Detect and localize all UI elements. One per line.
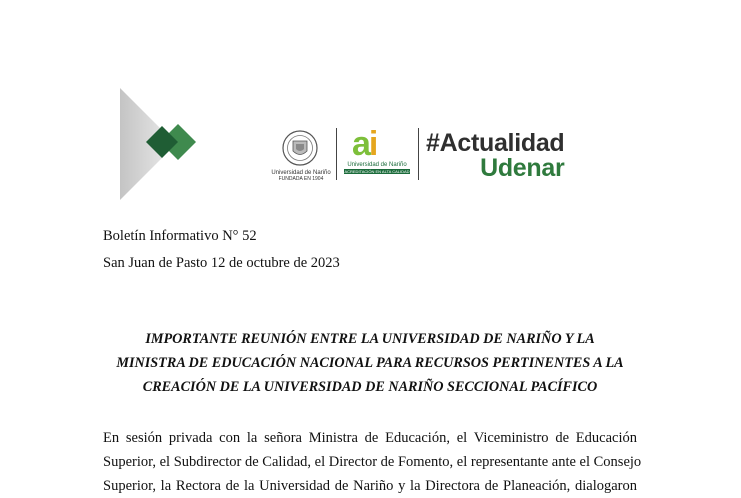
- bulletin-body: [103, 426, 642, 498]
- divider-1: [336, 128, 337, 180]
- ai-caption: [344, 162, 410, 174]
- bulletin-title: [103, 327, 637, 399]
- seal-caption: [268, 170, 334, 182]
- arrow-diamond-logo: [118, 88, 198, 203]
- brand-udenar: Udenar: [480, 154, 565, 182]
- university-seal-icon: [282, 130, 318, 166]
- header-graphic: [118, 88, 198, 203]
- body-line: En sesión privada con la señora Ministra de Educación, el Viceministro de Educación: [103, 430, 637, 446]
- title-line: MINISTRA DE EDUCACIÓN NACIONAL PARA RECURSOS PERTINENTES A LA: [116, 355, 624, 371]
- body-line: Superior, la Rectora de la Universidad de Nariño y la Directora de Planeación, dialogaron: [103, 478, 637, 494]
- title-line: CREACIÓN DE LA UNIVERSIDAD DE NARIÑO SECCIONAL PACÍFICO: [142, 379, 598, 395]
- ai-mark-i: i: [368, 125, 377, 163]
- body-line: Superior, el Subdirector de Calidad, el Director de Fomento, el representante ante el Consejo: [103, 454, 642, 470]
- divider-2: [418, 128, 419, 180]
- seal-caption-line2: FUNDADA EN 1904: [278, 176, 324, 182]
- ai-caption-band: ACREDITACIÓN EN ALTA CALIDAD: [344, 169, 410, 174]
- bulletin-number: Boletín Informativo N° 52: [103, 228, 257, 244]
- ai-caption-university: Universidad de Nariño: [347, 162, 407, 168]
- ai-mark: [352, 126, 376, 162]
- ai-accreditation-logo: [344, 126, 410, 186]
- title-line: IMPORTANTE REUNIÓN ENTRE LA UNIVERSIDAD DE NARIÑO Y LA: [145, 331, 595, 347]
- actualidad-udenar-brand: [426, 130, 564, 180]
- ai-mark-a: a: [352, 125, 369, 163]
- bulletin-date: San Juan de Pasto 12 de octubre de 2023: [103, 255, 340, 271]
- seal-caption-line1: Universidad de Nariño: [271, 170, 331, 176]
- brand-hashtag: #Actualidad: [426, 129, 565, 157]
